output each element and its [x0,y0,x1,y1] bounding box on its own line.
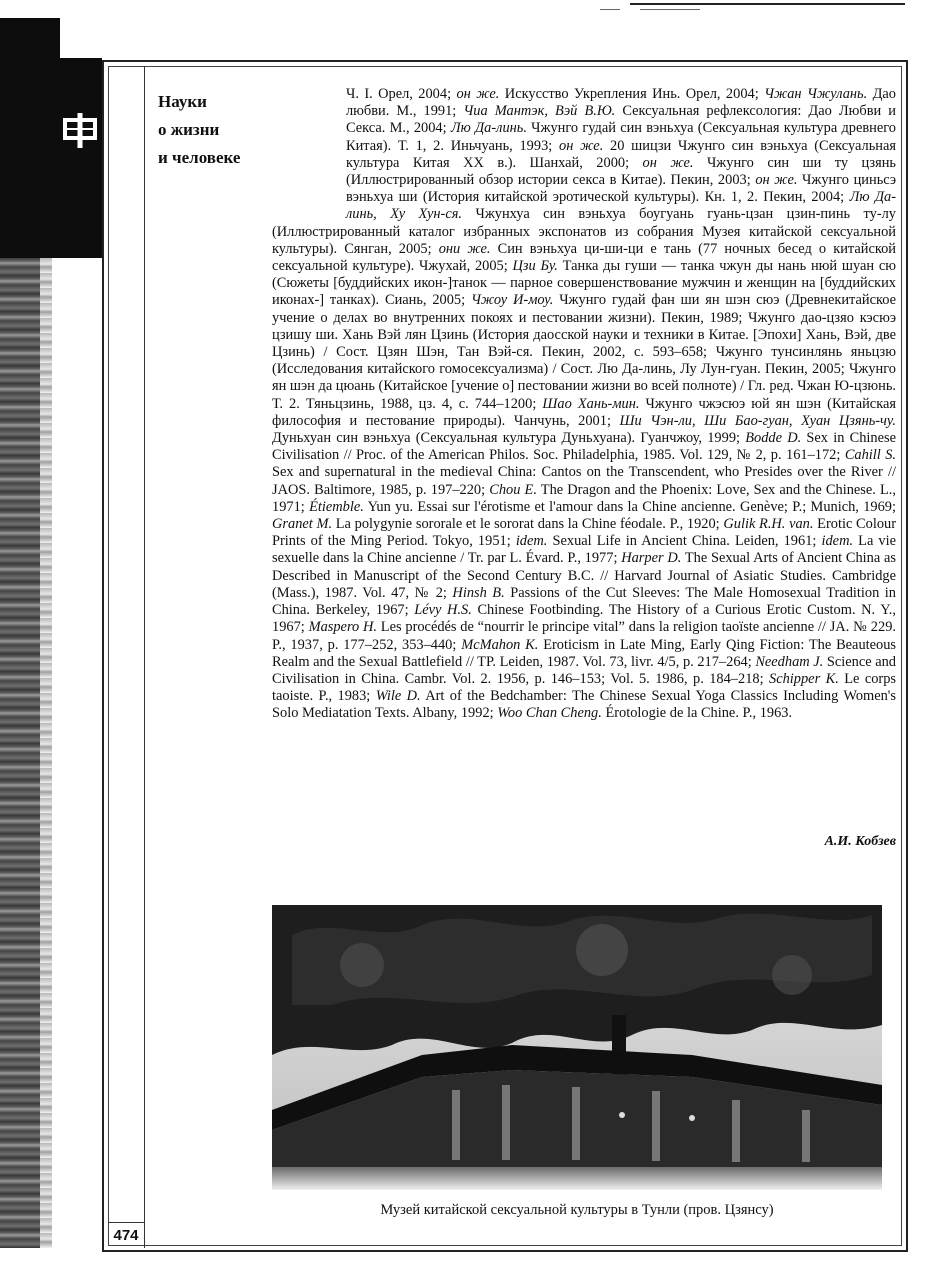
margin-divider [144,66,145,1246]
citation-text: Сексуальная рефлексология: Дао Любви и Секса. М., 2004; [346,103,896,137]
section-heading-line: Науки [158,92,207,111]
citation-author: Wile D. [375,688,421,705]
citation-text: Ч. I. Орел, 2004; [346,86,457,102]
citation-text: Sexual Life in Ancient China. Leiden, 1961; [547,533,822,550]
citation-author: Needham J. [755,653,824,670]
citation-text: Чжунго гудай фан ши ян шэн сюэ (Древнекитайское учение о делах во внутренних покоях и пестовании жизни). Пекин, 1989; Чжунго дао-цзяо кэсюэ цзишу ши. Хань Вэй лян Цзинь (История даосской науки и техники в Китае. [Эпохи] Хань, Вэй, две Цзинь) / Сост. Цзян Шэн, Тан Вэй-ся. Пекин, 2002, с. 593–658; Чжунго тунсинлянь яньцзю (Исследования китайского гомосексуализма) / Сост. Лю Да-линь, Лу Лун-гуан. Пекин, 2005; Чжунго ян шэн да цюань (Китайское [учение о] пестовании жизни во всей полноте) / Гл. ред. Чжан Ю-цзюнь. Т. 2. Тяньцзинь, 1988, цз. 4, с. 744–1200; [272,292,897,412]
citation-text: The Dragon and the Phoenix: Love, Sex and the Chinese. L., 1971; [272,481,896,515]
citation-text: Passions of the Cut Sleeves: The Male Homosexual Tradition in China. Berkeley, 1967; [272,584,896,619]
citation-author: Лю Да-линь, Ху Хун-ся. [346,189,897,223]
citation-author: Ши Чэн-ли, Ши Бао-гуан, Хуан Цзянь-чу. [619,412,896,429]
citation-text: Chinese Footbinding. The History of a Curious Erotic Custom. N. Y., 1967; [272,602,896,636]
citation-text: Sex in Chinese Civilisation // Proc. of the American Philos. Soc. Philadelphia, 1985. Vol. 129, № 2, p. 161–172; [272,430,896,464]
citation-author: Woo Chan Cheng. [497,705,602,722]
citation-author: Chou E. [489,481,537,498]
citation-text: Дао любви. М., 1991; [346,86,896,120]
citation-author: Лю Да-линь. [450,120,527,137]
citation-text: Yun yu. Essai sur l'érotisme et l'amour dans la Chine ancienne. Genève; P.; Munich, 1969; [363,498,896,515]
museum-photo [272,905,882,1190]
citation-author: Lévy H.S. [414,602,472,619]
citation-author: Étiemble. [309,498,364,515]
museum-photo-image [272,905,882,1190]
top-rule-dash [640,9,700,10]
citation-author: Gulik R.H. van. [723,516,814,533]
citation-author: он же. [559,137,604,154]
citation-text: Танка ды гуши — танка чжун ды нань нюй шуан сю (Сюжеты [буддийских икон-]танок — парное совершенствование мужчин и женщин на [буддийских иконах-] танках). Сиань, 2005; [272,258,896,309]
citation-text: Чжунхуа син вэньхуа боугуань гуань-цзан цзин-пинь ту-лу (Иллюстрированный каталог избранных экспонатов из собрания Музея китайской сексуальной культуры). Сянган, 2005; [272,206,897,257]
section-heading [158,88,268,172]
article-bibliography [272,86,896,723]
citation-author: Чжоу И-моу. [470,292,554,309]
citation-author: он же. [755,172,798,189]
citation-author: Цзи Бу. [512,258,558,275]
citation-author: Шао Хань-мин. [542,395,640,412]
citation-text: Le corps taoiste. P., 1983; [272,670,896,705]
citation-author: Granet M. [272,516,333,533]
citation-text: Sex and supernatural in the medieval China: Cantos on the Transcendent, who Presides over the River // JAOS. Baltimore, 1985, p. 197–220; [272,464,896,498]
citation-author: McMahon K. [461,636,539,653]
citation-text: Les procédés de “nourrir le principe vital” dans la religion taoïste ancienne // JA. № 229. P., 1937, p. 177–252, 353–440; [272,619,896,653]
citation-text: Чжунго чжэсюэ юй ян шэн (Китайская философия и пестование природы). Чанчунь, 2001; [272,395,896,429]
citation-text: Érotologie de la Chine. P., 1963. [601,705,793,722]
sidebar-dark-block [0,18,60,258]
citation-author: Harper D. [621,550,682,567]
article-author: А.И. Кобзев [824,834,896,849]
citation-author: Чиа Мантэк, Вэй В.Ю. [463,103,616,120]
citation-text: Eroticism in Late Ming, Early Qing Fiction: The Beauteous Realm and the Sexual Battlefield // TP. Leiden, 1987. Vol. 73, livr. 4/5, p. 217–264; [272,636,897,670]
citation-author: Maspero H. [308,619,377,636]
citation-text: La polygynie sororale et le sororat dans la Chine féodale. P., 1920; [332,516,724,533]
citation-text: Science and Civilisation in China. Cambr. Vol. 2. 1956, p. 146–153; Vol. 5. 1986, p. 184–218; [272,653,896,687]
citation-text: Чжунго гудай син вэньхуа (Сексуальная культура древнего Китая). Т. 1, 2. Иньчуань, 1993; [346,120,896,154]
chinese-character-icon [58,108,102,152]
citation-text: Art of the Bedchamber: The Chinese Sexual Yoga Classics Including Women's Solo Mediatation Texts. Albany, 1992; [272,688,896,722]
citation-text: Искусство Укрепления Инь. Орел, 2004; [499,86,765,102]
citation-author: они же. [438,240,491,257]
sidebar-dark-block [60,58,102,258]
section-heading-line: о жизни [158,120,220,139]
photo-caption: Музей китайской сексуальной культуры в Тунли (пров. Цзянсу) [380,1202,774,1218]
citation-author: Schipper K. [769,670,839,687]
citation-text: La vie sexuelle dans la Chine ancienne / Tr. par L. Évard. P., 1977; [272,533,896,567]
citation-text: Чжунго син ши ту цзянь (Иллюстрированный обзор истории секса в Китае). Пекин, 2003; [346,154,896,189]
citation-author: Hinsh B. [452,584,505,601]
citation-author: Чжан Чжулань. [764,86,868,102]
citation-text: Erotic Colour Prints of the Ming Period. Tokyo, 1951; [272,516,897,550]
citation-author: Bodde D. [745,430,802,447]
sidebar-scan-strip [0,258,40,1248]
top-rule-dash [600,9,620,10]
heading-indent-space [272,86,346,214]
chinese-character-icon-graphic [60,110,100,150]
citation-author: он же. [642,154,694,171]
citation-author: idem. [515,533,548,550]
page-number: 474 [108,1222,145,1248]
section-heading-line: и человеке [158,148,241,167]
citation-text: Дуньхуан син вэньхуа (Сексуальная культура Дуньхуана). Гуанчжоу, 1999; [272,430,746,447]
sidebar-scan-strip [40,258,52,1248]
citation-text: Син вэньхуа ци-ши-ци е тань (77 ночных бесед о китайской сексуальной культуре). Чжухай, 2005; [272,240,896,275]
citation-author: Cahill S. [844,447,897,464]
citation-author: idem. [821,533,854,550]
citation-text: 20 шицзи Чжунго син вэньхуа (Сексуальная культура Китая XX в.). Шанхай, 2000; [346,137,896,171]
citation-text: Чжунго циньсэ вэньхуа ши (История китайской эротической культуры). Кн. 1, 2. Пекин, 2004; [346,172,896,206]
citation-author: он же. [456,86,500,102]
top-rule [630,3,905,5]
citation-text: The Sexual Arts of Ancient China as Described in Manuscript of the Second Century B.C. // Harvard Journal of Asiatic Studies. Cambridge (Mass.), 1987. Vol. 47, № 2; [272,550,897,601]
